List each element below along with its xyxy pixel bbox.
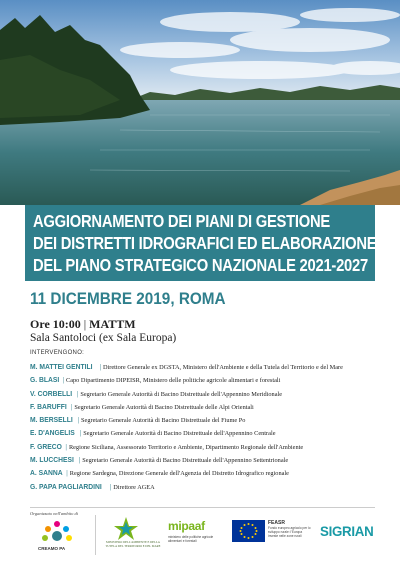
speaker-role: Direttore AGEA bbox=[113, 483, 155, 491]
speaker-item bbox=[30, 389, 380, 402]
speaker-role: Regione Siciliana, Assessorato Territorio e Ambiente, Dipartimento Regionale dell'Ambiente bbox=[68, 443, 304, 451]
speaker-name: M. LUCCHESI bbox=[30, 455, 74, 465]
speaker-name: E. D'ANGELIS bbox=[30, 428, 75, 438]
interventions-label: INTERVENGONO: bbox=[30, 350, 85, 356]
title-line: AGGIORNAMENTO DEI PIANI DI GESTIONE bbox=[33, 211, 331, 231]
logo-separator bbox=[95, 515, 96, 555]
speaker-name: F. BARUFFI bbox=[30, 401, 67, 411]
speaker-name: V. CORBELLI bbox=[30, 388, 73, 398]
speaker-item bbox=[30, 455, 380, 468]
feasr-logo-text: FEASR bbox=[268, 520, 285, 526]
speaker-role: Direttore Generale ex DGSTA, Ministero dell'Ambiente e della Tutela del Territorio e del Mare bbox=[102, 364, 343, 371]
event-venue: Sala Santoloci (ex Sala Europa) bbox=[30, 332, 177, 344]
speaker-role: Segretario Generale Autorità di Bacino Distrettuale dell'Appennino Settentrionale bbox=[82, 457, 289, 465]
speaker-separator: | bbox=[65, 441, 67, 451]
speaker-separator: | bbox=[70, 401, 73, 411]
title-line: DEI DISTRETTI IDROGRAFICI ED ELABORAZIONE bbox=[33, 233, 377, 253]
feasr-logo-subtitle: Fondo europeo agricolo per lo sviluppo rurale: l'Europa investe nelle zone rurali bbox=[268, 526, 311, 538]
speaker-item bbox=[30, 402, 380, 415]
speaker-item bbox=[30, 428, 380, 441]
location-code: MATTM bbox=[89, 317, 136, 331]
mattm-logo-text: MINISTERO DELL'AMBIENTE E DELLA TUTELA DEL TERRITORIO E DEL MARE bbox=[105, 540, 161, 548]
speaker-separator: | bbox=[77, 415, 80, 425]
mipaaf-logo-text: mipaaf bbox=[168, 519, 205, 533]
speaker-separator: | bbox=[78, 455, 81, 465]
speaker-separator: | bbox=[76, 388, 79, 398]
speaker-separator: | bbox=[79, 428, 82, 438]
speaker-name: G. BLASI bbox=[30, 375, 60, 385]
speaker-list bbox=[30, 362, 380, 495]
speaker-separator: | bbox=[66, 468, 68, 478]
speaker-role: Segretario Generale Autorità di Bacino Distrettuale dell'Appennino Meridionale bbox=[80, 390, 283, 398]
speaker-name: A. SANNA bbox=[30, 468, 63, 478]
speaker-item bbox=[30, 415, 380, 428]
lake-landscape-image bbox=[0, 0, 400, 205]
speaker-role: Regione Sardegna, Direzione Generale dell'Agenzia del Distretto Idrografico regionale bbox=[69, 470, 289, 478]
speaker-separator: | bbox=[99, 362, 101, 371]
speaker-item bbox=[30, 362, 380, 375]
speaker-item bbox=[30, 442, 380, 455]
speaker-item bbox=[30, 482, 380, 495]
header-photo bbox=[0, 0, 400, 205]
speaker-role: Segretario Generale Autorità di Bacino Distrettuale dell'Appennino Centrale bbox=[83, 430, 276, 438]
speaker-separator: | bbox=[62, 375, 65, 385]
eu-flag-icon bbox=[232, 520, 265, 542]
time-separator: | bbox=[83, 317, 87, 331]
speaker-name: M. MATTEI GENTILI bbox=[30, 362, 93, 371]
mipaaf-logo-subtitle: ministero delle politiche agricole alimentari e forestali bbox=[168, 535, 214, 543]
mattm-star-logo-icon bbox=[113, 516, 139, 542]
title-line: DEL PIANO STRATEGICO NAZIONALE 2021-2027 bbox=[33, 255, 368, 275]
sigrian-logo-text: SIGRIAN bbox=[320, 523, 374, 539]
speaker-role: Segretario Generale Autorità di Bacino Distrettuale delle Alpi Orientali bbox=[74, 403, 254, 411]
event-date: 11 DICEMBRE 2019, ROMA bbox=[30, 289, 226, 308]
speaker-role: Segretario Generale Autorità di Bacino Distrettuale del Fiume Po bbox=[81, 417, 246, 425]
speaker-name: F. GRECO bbox=[30, 441, 62, 451]
organizer-label: Organizzato nell'ambito di bbox=[30, 511, 79, 516]
speaker-item bbox=[30, 375, 380, 388]
speaker-name: G. PAPA PAGLIARDINI bbox=[30, 481, 102, 491]
speaker-name: M. BERSELLI bbox=[30, 415, 73, 425]
speaker-role: Capo Dipartimento DIPEISR, Ministero delle politiche agricole alimentari e forestali bbox=[66, 377, 281, 385]
speaker-separator: | bbox=[109, 481, 112, 491]
footer-divider bbox=[30, 507, 375, 508]
crea-logo-text: CREAMO PA bbox=[38, 546, 66, 551]
title-banner bbox=[25, 205, 375, 281]
time-value: Ore 10:00 bbox=[30, 317, 81, 331]
speaker-item bbox=[30, 468, 380, 481]
event-time bbox=[30, 317, 136, 332]
